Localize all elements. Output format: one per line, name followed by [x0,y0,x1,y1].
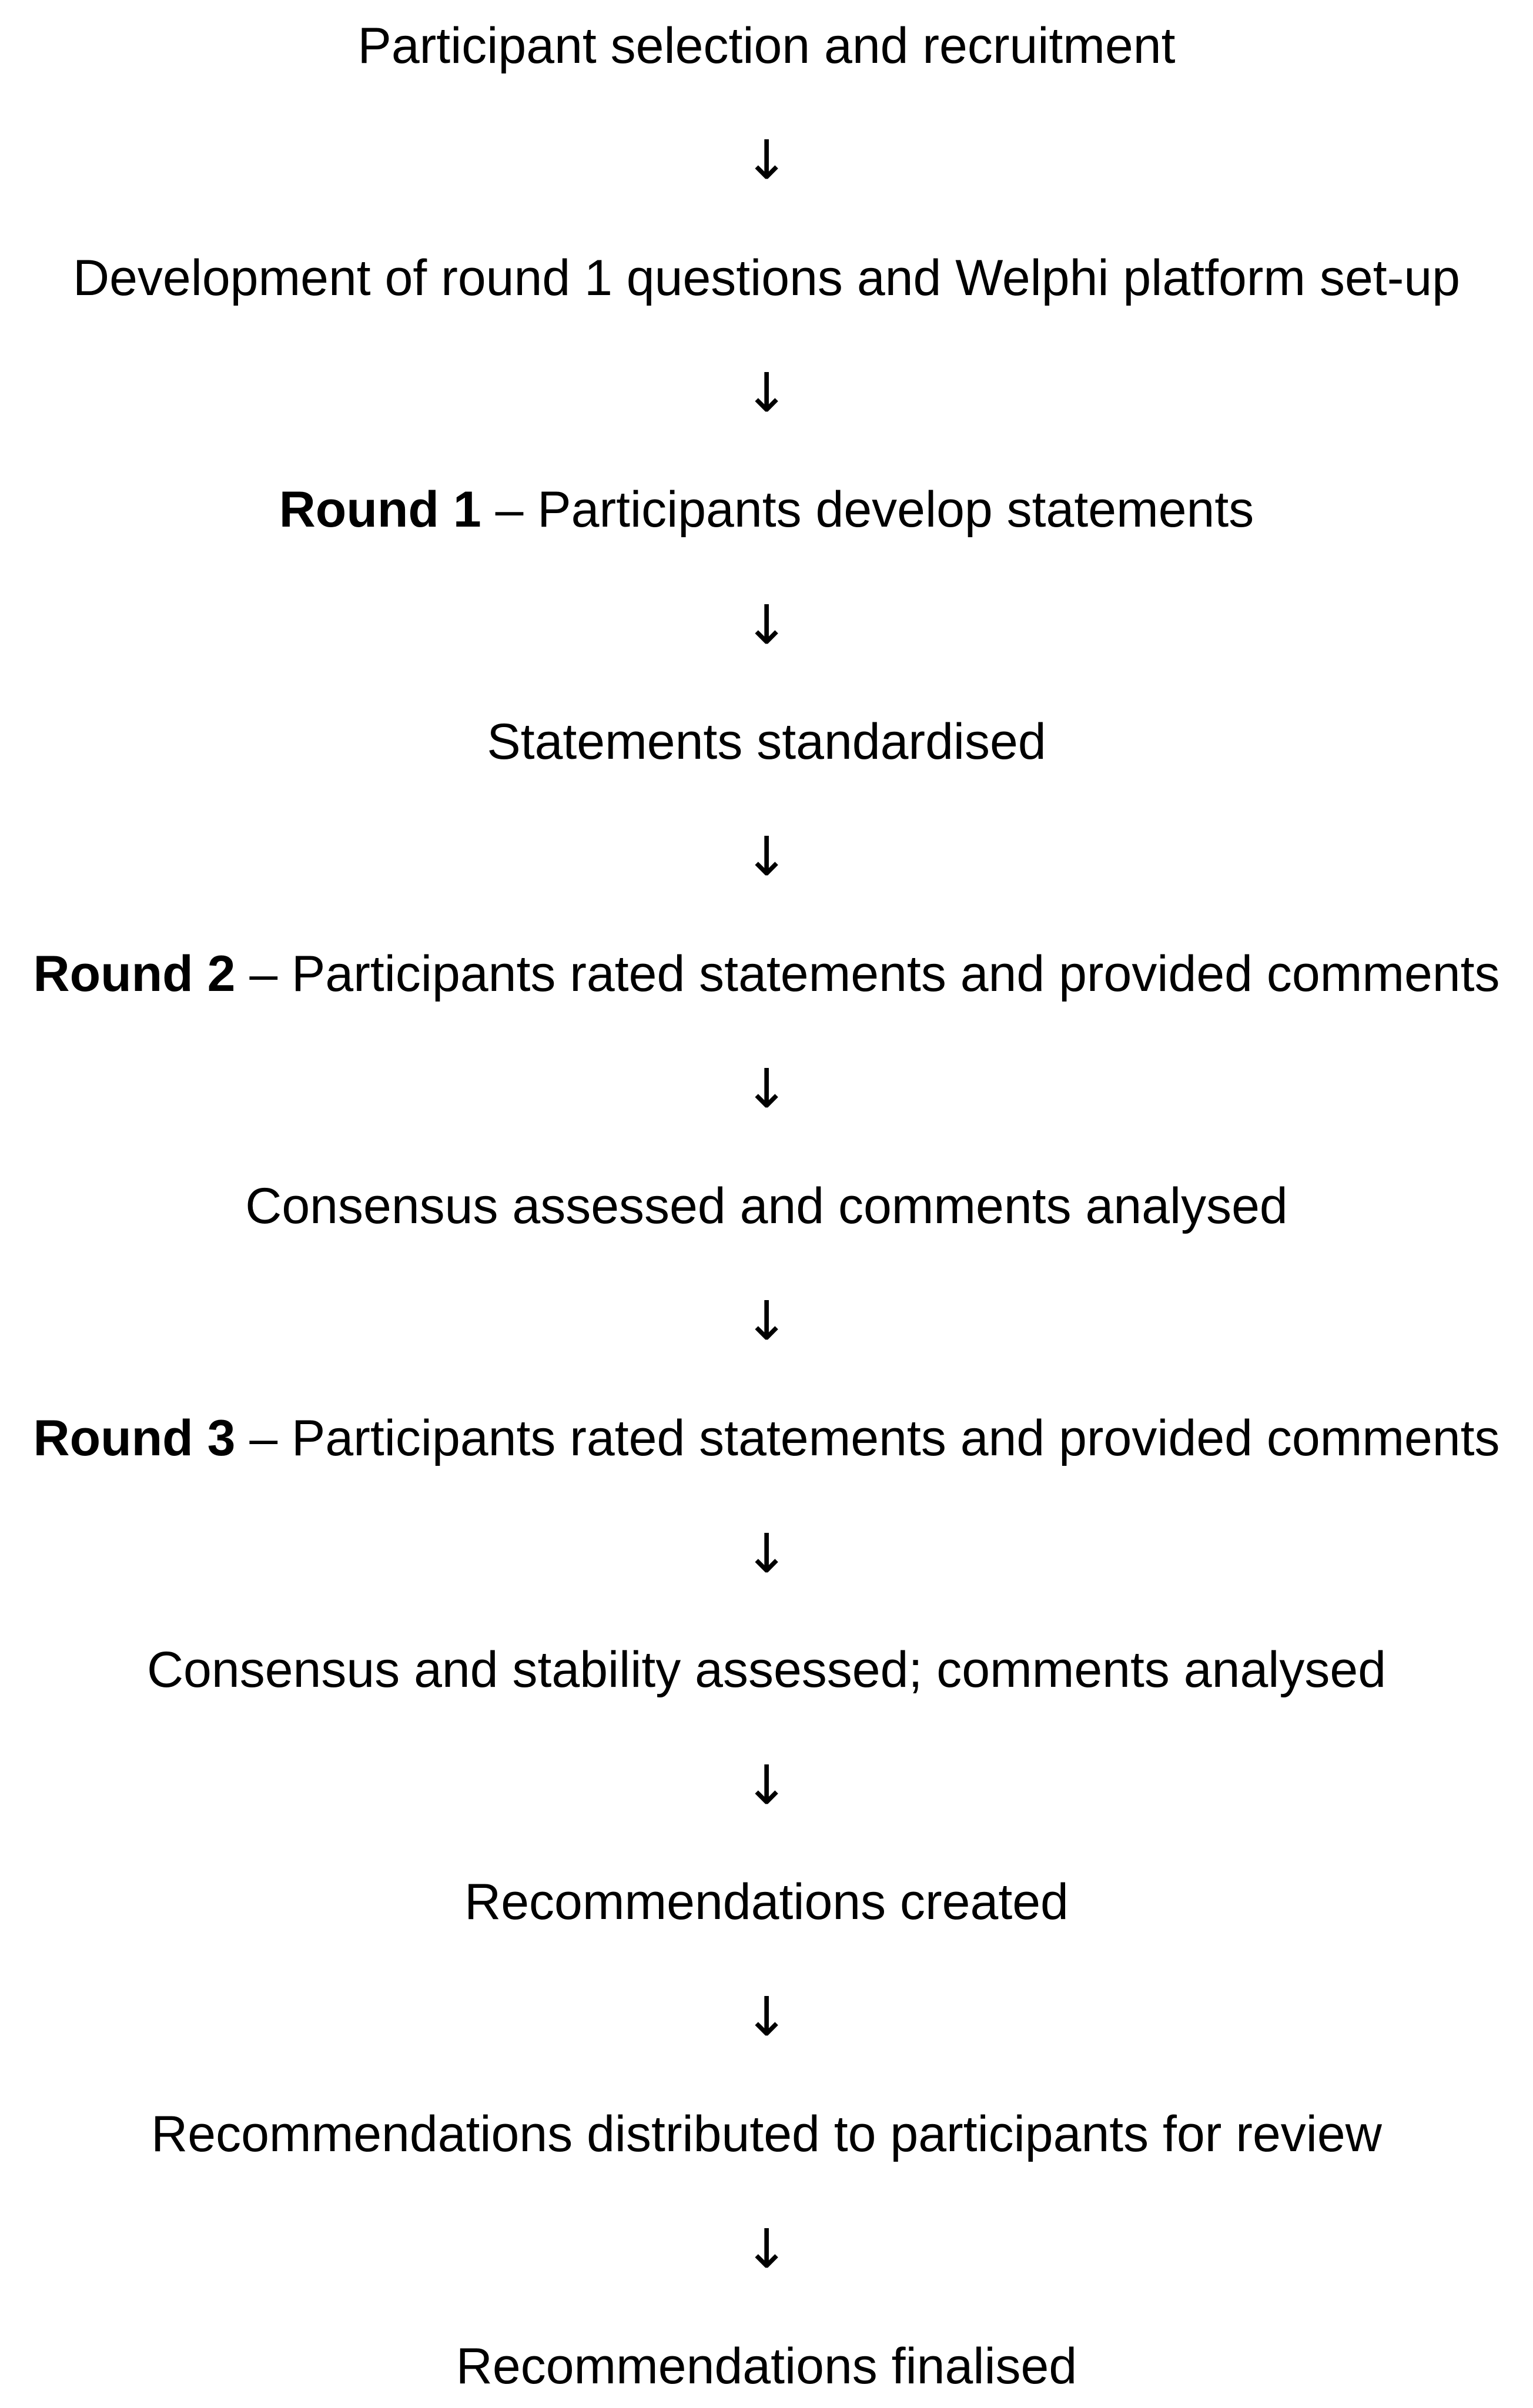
down-arrow-icon: ↓ [744,1057,789,1120]
step-text: – Participants rated statements and provided comments [235,946,1500,1002]
step-round-1 [0,480,1533,539]
step-recommendations-distributed [0,2105,1533,2163]
down-arrow-icon: ↓ [744,129,789,192]
step-round-2 [0,945,1533,1003]
step-round-label: Round 1 [279,481,481,538]
down-arrow-icon: ↓ [744,2218,789,2280]
step-text: Consensus and stability assessed; comments analysed [146,1642,1387,1698]
down-arrow-icon: ↓ [744,825,789,888]
step-text: Recommendations distributed to participants for review [151,2106,1382,2162]
step-text: Recommendations created [464,1874,1069,1930]
down-arrow-icon: ↓ [744,1985,789,2048]
step-consensus-assessed [0,1177,1533,1235]
step-round-label: Round 3 [33,1410,236,1466]
step-recommendations-finalised [0,2337,1533,2396]
step-text: Recommendations finalised [456,2338,1077,2394]
down-arrow-icon: ↓ [744,594,789,657]
step-round1-development [0,249,1533,307]
step-text: Statements standardised [487,714,1046,770]
step-text: Development of round 1 questions and Welphi platform set-up [72,250,1460,306]
step-participant-selection [0,16,1533,75]
down-arrow-icon: ↓ [744,1754,789,1817]
step-text: Consensus assessed and comments analysed [245,1178,1288,1234]
step-recommendations-created [0,1873,1533,1931]
down-arrow-icon: ↓ [744,1522,789,1585]
step-statements-standardised [0,712,1533,771]
down-arrow-icon: ↓ [744,1290,789,1352]
down-arrow-icon: ↓ [744,361,789,424]
step-text: – Participants rated statements and provided comments [235,1410,1500,1466]
step-round-3 [0,1409,1533,1468]
step-text: Participant selection and recruitment [357,18,1176,74]
step-text: – Participants develop statements [481,481,1254,538]
step-round-label: Round 2 [33,946,236,1002]
step-consensus-stability [0,1640,1533,1699]
